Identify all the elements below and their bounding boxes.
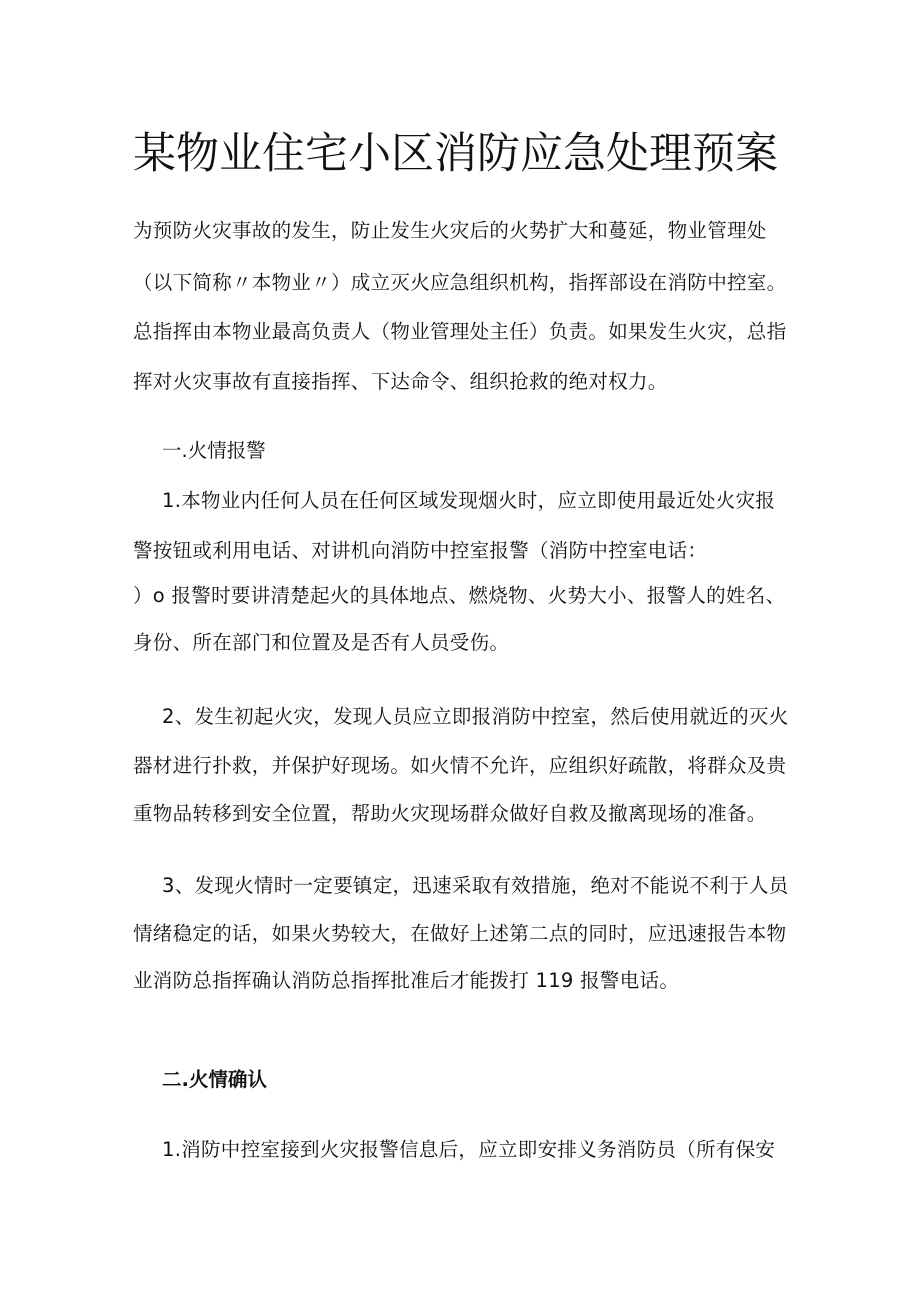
section-1-item-2-line-1: 2、发生初起火灾，发现人员应立即报消防中控室，然后使用就近的灭火 <box>162 705 789 728</box>
section-1-item-2-line-3: 重物品转移到安全位置，帮助火灾现场群众做好自救及撤离现场的准备。 <box>133 802 767 825</box>
section-1-item-1-line-1: 1.本物业内任何人员在任何区域发现烟火时，应立即使用最近处火灾报 <box>162 489 776 512</box>
document-title: 某物业住宅小区消防应急处理预案 <box>133 129 778 179</box>
intro-line-2: （以下简称〃本物业〃）成立灭火应急组织机构，指挥部设在消防中控室。 <box>133 271 787 294</box>
section-1-item-1-line-3: ）o 报警时要讲清楚起火的具体地点、燃烧物、火势大小、报警人的姓名、 <box>133 584 786 607</box>
section-2-item-1-line-1: 1.消防中控室接到火灾报警信息后，应立即安排义务消防员（所有保安 <box>162 1138 776 1161</box>
intro-line-3: 总指挥由本物业最高负责人（物业管理处主任）负责。如果发生火灾，总指 <box>133 320 787 343</box>
section-1-item-1-line-4: 身份、所在部门和位置及是否有人员受伤。 <box>133 631 510 654</box>
section-1-item-3-line-3: 业消防总指挥确认消防总指挥批准后才能拨打 119 报警电话。 <box>133 969 680 992</box>
section-1-item-3-line-1: 3、发现火情时一定要镇定，迅速采取有效措施，绝对不能说不利于人员 <box>162 874 789 897</box>
intro-line-1: 为预防火灾事故的发生，防止发生火灾后的火势扩大和蔓延，物业管理处 <box>133 219 767 242</box>
section-1-item-3-line-2: 情绪稳定的话，如果火势较大，在做好上述第二点的同时，应迅速报告本物 <box>133 922 787 945</box>
section-2-heading: 二.火情确认 <box>162 1068 267 1091</box>
intro-line-4: 挥对火灾事故有直接指挥、下达命令、组织抢救的绝对权力。 <box>133 370 668 393</box>
section-1-item-1-line-2: 警按钮或利用电话、对讲机向消防中控室报警（消防中控室电话： <box>133 539 708 562</box>
section-1-item-2-line-2: 器材进行扑救，并保护好现场。如火情不允许，应组织好疏散，将群众及贵 <box>133 754 787 777</box>
section-1-heading: 一.火情报警 <box>162 439 266 462</box>
